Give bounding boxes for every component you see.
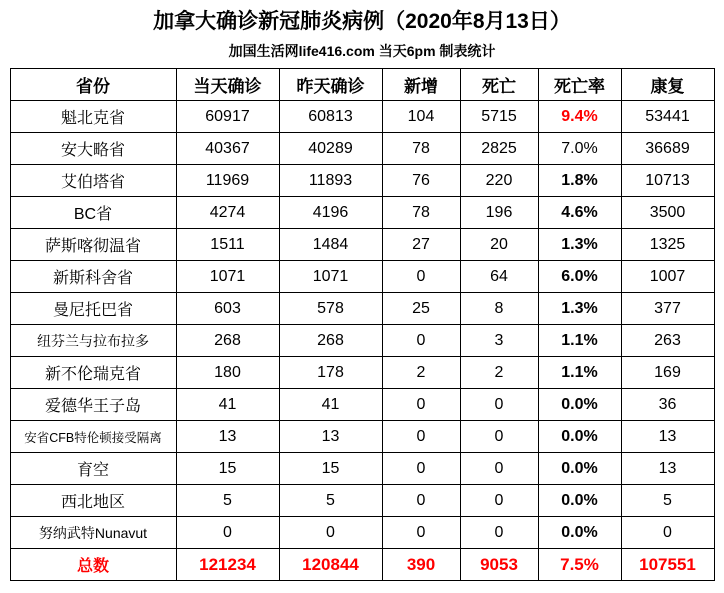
cell-deaths: 0 xyxy=(460,485,538,517)
cell-death-rate: 6.0% xyxy=(538,261,621,293)
cell-total-deaths: 9053 xyxy=(460,549,538,581)
cell-death-rate: 0.0% xyxy=(538,517,621,549)
table-row xyxy=(10,421,714,453)
table-row xyxy=(10,357,714,389)
cell-recovered: 36 xyxy=(621,389,714,421)
cell-total-death-rate: 7.5% xyxy=(538,549,621,581)
cell-new: 0 xyxy=(382,261,460,293)
cell-recovered: 53441 xyxy=(621,101,714,133)
cell-deaths: 2825 xyxy=(460,133,538,165)
cell-today: 13 xyxy=(176,421,279,453)
cell-today: 40367 xyxy=(176,133,279,165)
table-row xyxy=(10,133,714,165)
cell-deaths: 8 xyxy=(460,293,538,325)
table-row xyxy=(10,389,714,421)
cell-today: 603 xyxy=(176,293,279,325)
column-header-yesterday: 昨天确诊 xyxy=(279,69,382,101)
table-row xyxy=(10,453,714,485)
cell-yesterday: 13 xyxy=(279,421,382,453)
cell-today: 180 xyxy=(176,357,279,389)
cell-today: 15 xyxy=(176,453,279,485)
table-header-row xyxy=(10,69,714,101)
cell-recovered: 263 xyxy=(621,325,714,357)
cell-deaths: 0 xyxy=(460,517,538,549)
cell-recovered: 10713 xyxy=(621,165,714,197)
cell-today: 41 xyxy=(176,389,279,421)
cell-death-rate: 0.0% xyxy=(538,389,621,421)
cell-deaths: 5715 xyxy=(460,101,538,133)
cell-today: 268 xyxy=(176,325,279,357)
cell-recovered: 13 xyxy=(621,421,714,453)
cell-deaths: 3 xyxy=(460,325,538,357)
covid-stats-table xyxy=(10,68,715,581)
cell-yesterday: 0 xyxy=(279,517,382,549)
cell-total-new: 390 xyxy=(382,549,460,581)
cell-yesterday: 5 xyxy=(279,485,382,517)
cell-yesterday: 1484 xyxy=(279,229,382,261)
cell-new: 25 xyxy=(382,293,460,325)
column-header-today: 当天确诊 xyxy=(176,69,279,101)
cell-yesterday: 41 xyxy=(279,389,382,421)
cell-province: 新斯科舍省 xyxy=(10,261,176,293)
cell-death-rate: 1.1% xyxy=(538,325,621,357)
cell-total-today: 121234 xyxy=(176,549,279,581)
cell-today: 0 xyxy=(176,517,279,549)
table-row xyxy=(10,293,714,325)
column-header-new: 新增 xyxy=(382,69,460,101)
cell-today: 1511 xyxy=(176,229,279,261)
page-title: 加拿大确诊新冠肺炎病例（2020年8月13日） xyxy=(153,10,571,33)
table-row xyxy=(10,485,714,517)
table-row xyxy=(10,165,714,197)
cell-recovered: 169 xyxy=(621,357,714,389)
cell-new: 2 xyxy=(382,357,460,389)
cell-yesterday: 578 xyxy=(279,293,382,325)
cell-total-recovered: 107551 xyxy=(621,549,714,581)
table-row xyxy=(10,197,714,229)
cell-province: 萨斯喀彻温省 xyxy=(10,229,176,261)
table-row xyxy=(10,261,714,293)
page-container xyxy=(0,9,724,593)
cell-province: 曼尼托巴省 xyxy=(10,293,176,325)
cell-province: BC省 xyxy=(10,197,176,229)
cell-recovered: 377 xyxy=(621,293,714,325)
column-header-deaths: 死亡 xyxy=(460,69,538,101)
cell-today: 4274 xyxy=(176,197,279,229)
cell-death-rate: 0.0% xyxy=(538,453,621,485)
cell-province: 魁北克省 xyxy=(10,101,176,133)
cell-province: 安省CFB特伦顿接受隔离 xyxy=(10,421,176,453)
cell-total-yesterday: 120844 xyxy=(279,549,382,581)
cell-new: 27 xyxy=(382,229,460,261)
cell-death-rate: 1.8% xyxy=(538,165,621,197)
column-header-recovered: 康复 xyxy=(621,69,714,101)
cell-death-rate: 0.0% xyxy=(538,485,621,517)
cell-yesterday: 11893 xyxy=(279,165,382,197)
cell-new: 0 xyxy=(382,421,460,453)
cell-deaths: 0 xyxy=(460,453,538,485)
cell-province: 爱德华王子岛 xyxy=(10,389,176,421)
cell-recovered: 3500 xyxy=(621,197,714,229)
cell-province: 育空 xyxy=(10,453,176,485)
cell-death-rate: 1.3% xyxy=(538,293,621,325)
cell-recovered: 5 xyxy=(621,485,714,517)
cell-death-rate: 1.3% xyxy=(538,229,621,261)
page-subtitle: 加国生活网life416.com 当天6pm 制表统计 xyxy=(228,43,496,59)
table-row xyxy=(10,517,714,549)
cell-death-rate: 1.1% xyxy=(538,357,621,389)
table-row xyxy=(10,325,714,357)
cell-province: 新不伦瑞克省 xyxy=(10,357,176,389)
cell-province: 艾伯塔省 xyxy=(10,165,176,197)
cell-new: 78 xyxy=(382,197,460,229)
cell-today: 11969 xyxy=(176,165,279,197)
cell-new: 0 xyxy=(382,517,460,549)
cell-yesterday: 15 xyxy=(279,453,382,485)
cell-total-label: 总数 xyxy=(10,549,176,581)
cell-yesterday: 60813 xyxy=(279,101,382,133)
cell-province: 西北地区 xyxy=(10,485,176,517)
cell-recovered: 1007 xyxy=(621,261,714,293)
cell-province: 纽芬兰与拉布拉多 xyxy=(10,325,176,357)
cell-deaths: 64 xyxy=(460,261,538,293)
cell-death-rate: 7.0% xyxy=(538,133,621,165)
cell-yesterday: 268 xyxy=(279,325,382,357)
cell-deaths: 0 xyxy=(460,421,538,453)
cell-yesterday: 4196 xyxy=(279,197,382,229)
cell-new: 0 xyxy=(382,485,460,517)
cell-today: 1071 xyxy=(176,261,279,293)
cell-recovered: 0 xyxy=(621,517,714,549)
cell-yesterday: 178 xyxy=(279,357,382,389)
cell-new: 104 xyxy=(382,101,460,133)
cell-new: 0 xyxy=(382,389,460,421)
cell-recovered: 13 xyxy=(621,453,714,485)
cell-new: 78 xyxy=(382,133,460,165)
cell-province: 安大略省 xyxy=(10,133,176,165)
cell-yesterday: 1071 xyxy=(279,261,382,293)
cell-today: 5 xyxy=(176,485,279,517)
column-header-death-rate: 死亡率 xyxy=(538,69,621,101)
cell-deaths: 196 xyxy=(460,197,538,229)
cell-death-rate: 0.0% xyxy=(538,421,621,453)
table-row xyxy=(10,229,714,261)
cell-deaths: 220 xyxy=(460,165,538,197)
cell-deaths: 0 xyxy=(460,389,538,421)
table-total-row xyxy=(10,549,714,581)
cell-death-rate: 9.4% xyxy=(538,101,621,133)
cell-recovered: 1325 xyxy=(621,229,714,261)
cell-recovered: 36689 xyxy=(621,133,714,165)
cell-death-rate: 4.6% xyxy=(538,197,621,229)
cell-today: 60917 xyxy=(176,101,279,133)
cell-new: 76 xyxy=(382,165,460,197)
column-header-province: 省份 xyxy=(10,69,176,101)
cell-deaths: 2 xyxy=(460,357,538,389)
cell-new: 0 xyxy=(382,453,460,485)
cell-yesterday: 40289 xyxy=(279,133,382,165)
table-row xyxy=(10,101,714,133)
cell-deaths: 20 xyxy=(460,229,538,261)
cell-province: 努纳武特Nunavut xyxy=(10,517,176,549)
cell-new: 0 xyxy=(382,325,460,357)
